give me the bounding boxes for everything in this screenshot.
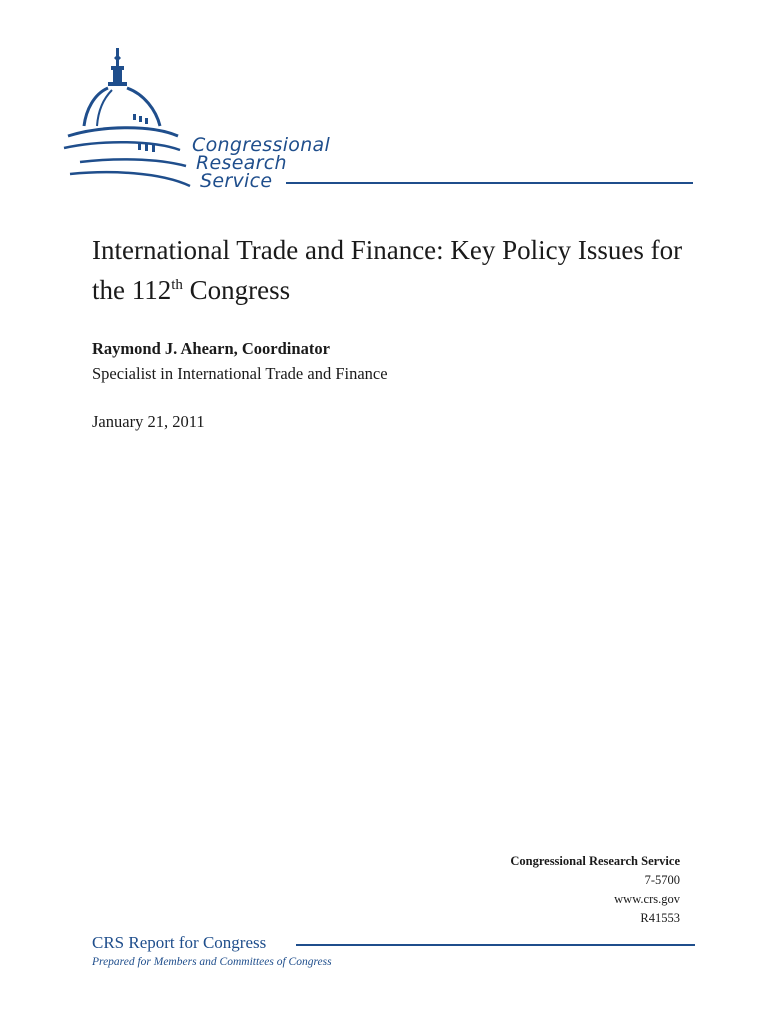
logo-text-research: Research [196, 152, 287, 174]
report-label: CRS Report for Congress [92, 933, 267, 952]
publisher-org: Congressional Research Service [510, 854, 680, 868]
publisher-phone: 7-5700 [644, 873, 680, 887]
publisher-url[interactable]: www.crs.gov [614, 892, 680, 906]
report-date: January 21, 2011 [92, 412, 205, 431]
title-end: Congress [182, 275, 291, 305]
report-rule [296, 944, 695, 946]
prepared-for: Prepared for Members and Committees of Congress [92, 956, 332, 968]
capitol-dome-icon [60, 44, 200, 194]
publisher-info [510, 852, 680, 928]
title-main: International Trade and Finance: Key Policy Issues for the 112 [92, 235, 683, 305]
document-title [92, 230, 692, 310]
logo-text-service: Service [200, 170, 273, 192]
logo-text-congressional: Congressional [192, 134, 331, 156]
logo-rule [286, 182, 693, 184]
author-name: Raymond J. Ahearn, Coordinator [92, 339, 330, 358]
report-number: R41553 [640, 911, 680, 925]
crs-logo [60, 44, 700, 204]
title-superscript: th [171, 277, 183, 293]
author-role: Specialist in International Trade and Finance [92, 364, 388, 383]
